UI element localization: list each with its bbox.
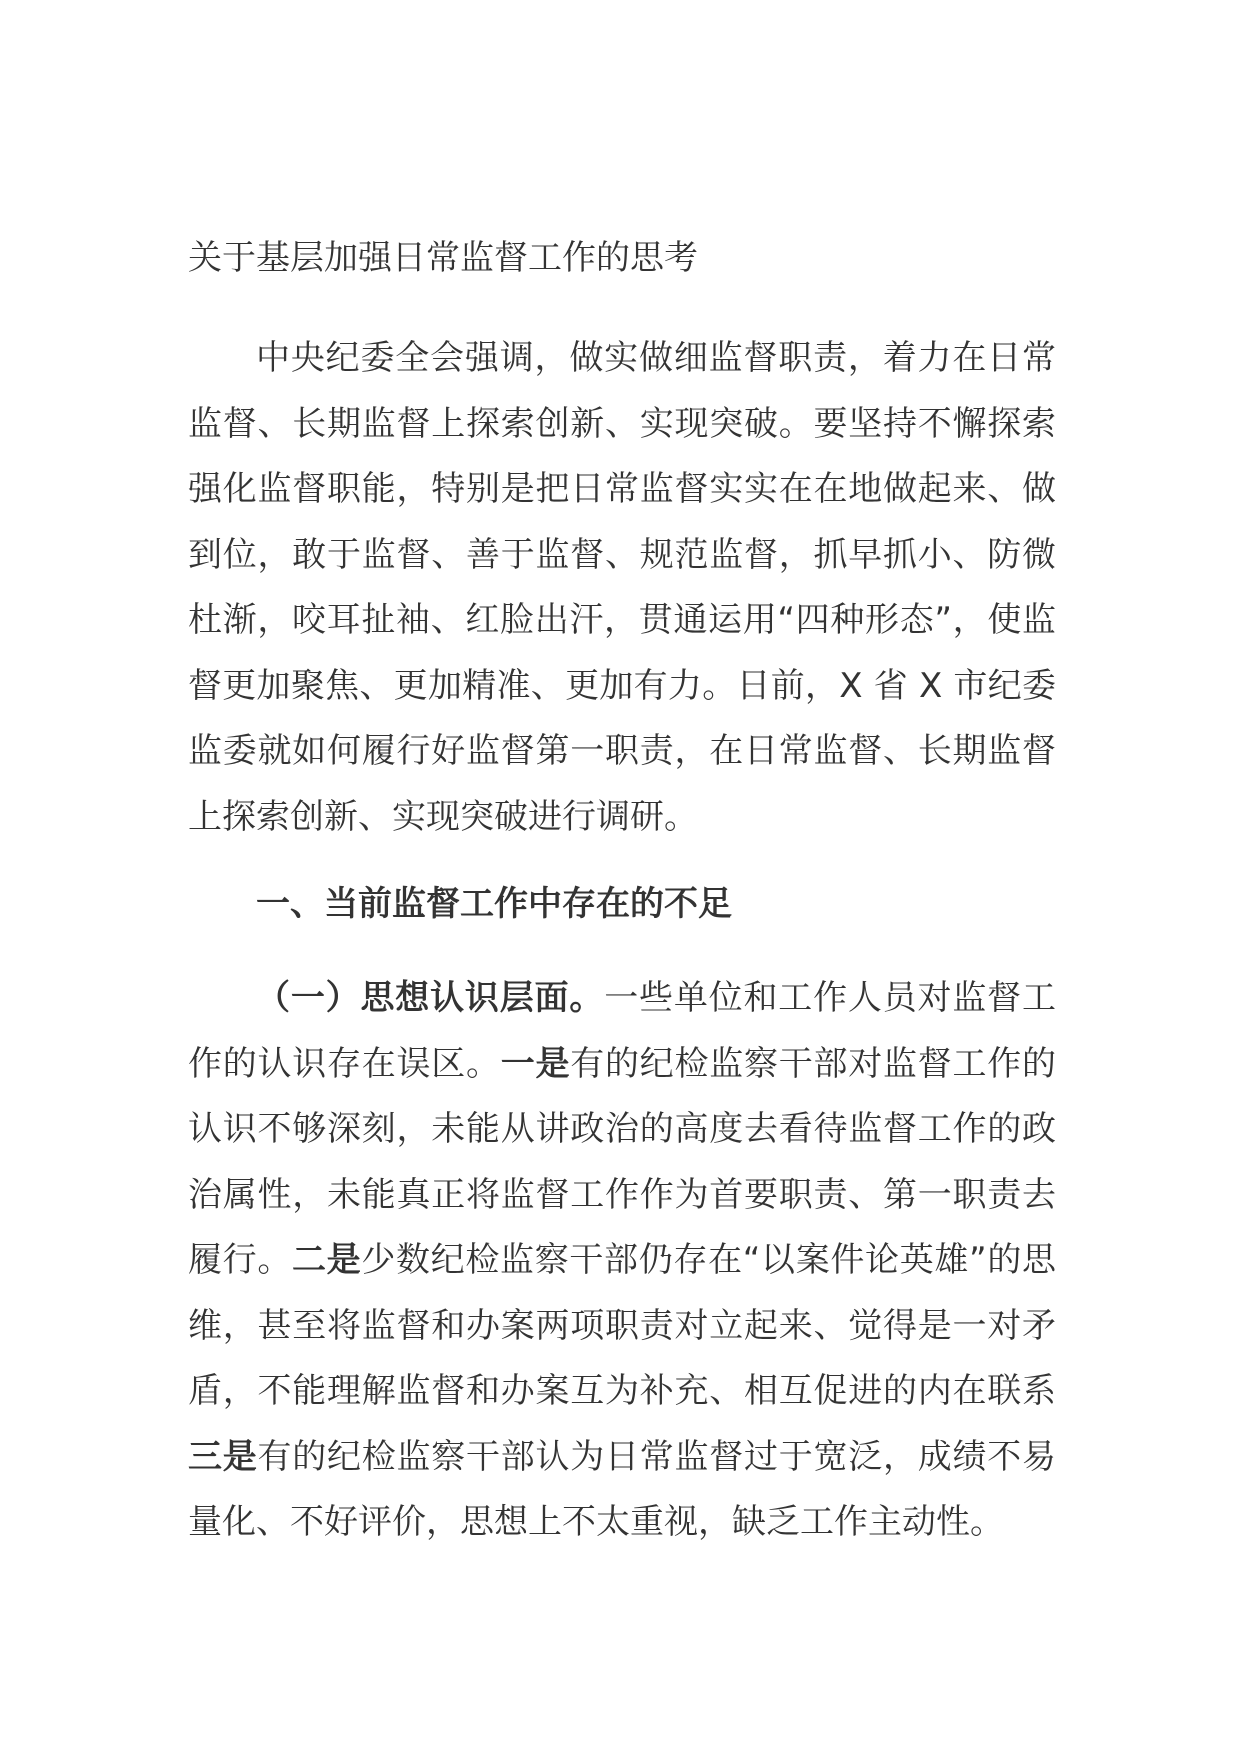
point-marker-1: 一是 [500, 1043, 571, 1084]
subsection-lead: （一）思想认识层面。 [256, 978, 605, 1018]
subsection-text-2: 有的纪检监察干部对监督工作的认识不够深刻，未能从讲政治的高度去看待监督工作的政治属性，未能真正将监督工作作为首要职责、第一职责去履行。 [188, 1043, 1056, 1280]
subsection-text-4: 有的纪检监察干部认为日常监督过于宽泛，成绩不易量化、不好评价，思想上不太重视，缺乏工作主动性。 [188, 1436, 1056, 1542]
document-page [188, 0, 1056, 1754]
subsection-paragraph [188, 966, 1056, 1556]
point-marker-3: 三是 [188, 1436, 258, 1477]
point-marker-2: 二是 [292, 1240, 362, 1280]
intro-paragraph: 中央纪委全会强调，做实做细监督职责，着力在日常监督、长期监督上探索创新、实现突破。要坚持不懈探索强化监督职能，特别是把日常监督实实在在地做起来、做到位，敢于监督、善于监督、规范监督，抓早抓小、防微杜渐，咬耳扯袖、红脸出汗，贯通运用“四种形态”，使监督更加聚焦、更加精准、更加有力。日前，X 省 X 市纪委监委就如何履行好监督第一职责，在日常监督、长期监督上探索创新、实现突破进行调研。 [188, 338, 1056, 837]
section-heading: 一、当前监督工作中存在的不足 [256, 884, 732, 924]
subsection-text-1: 一些单位和工作人员对监督工作的认识存在误区。 [188, 978, 1057, 1084]
document-title: 关于基层加强日常监督工作的思考 [188, 238, 698, 278]
subsection-text-3: 少数纪检监察干部仍存在“以案件论英雄”的思维，甚至将监督和办案两项职责对立起来、觉得是一对矛盾，不能理解监督和办案互为补充、相互促进的内在联系 [188, 1240, 1056, 1411]
